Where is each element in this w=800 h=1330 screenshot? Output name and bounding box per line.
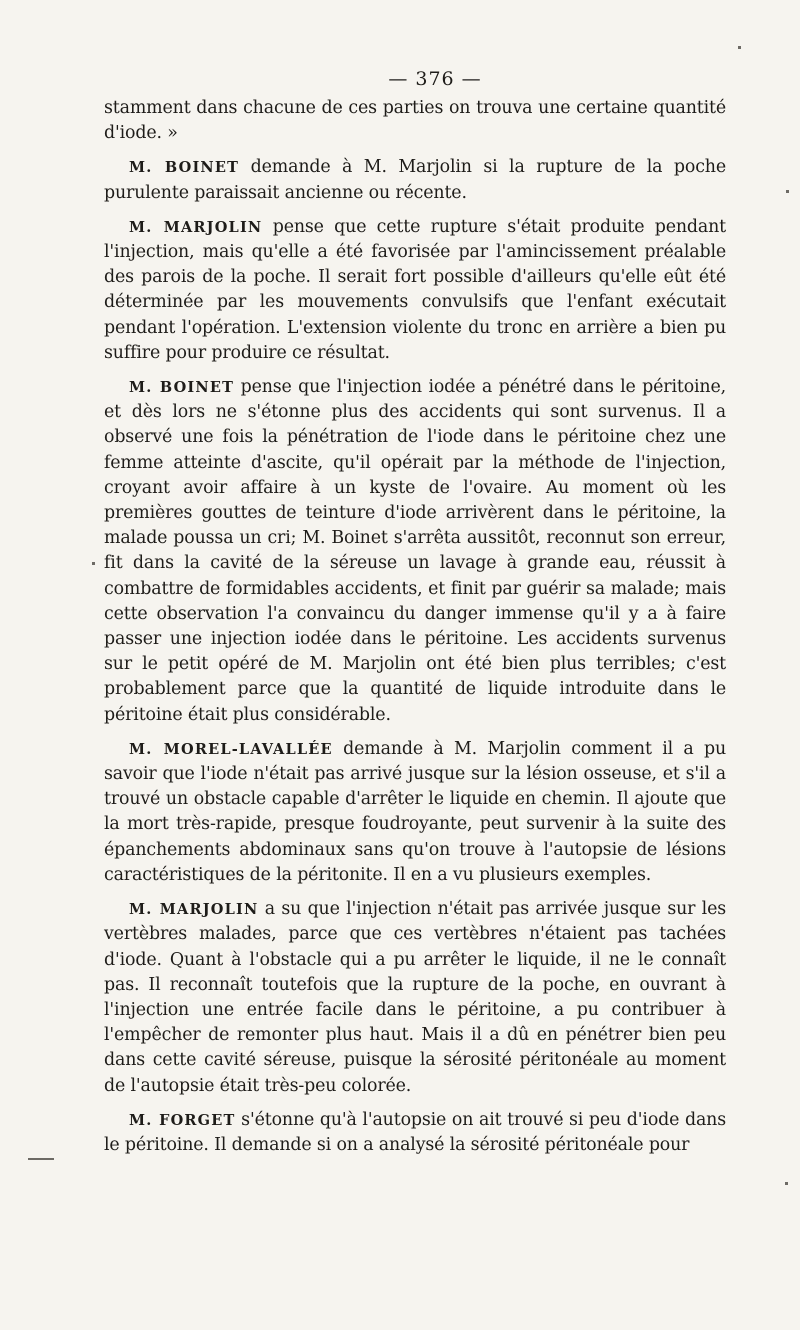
paragraph-morel-lavallee: [104, 737, 726, 888]
scan-mark: [738, 46, 741, 49]
paragraph-continuation: [104, 96, 726, 146]
speaker-name: M. MARJOLIN: [129, 218, 263, 236]
paragraph-text: pense que cette rupture s'était produite pendant l'injection, mais qu'elle a été favorisée par l'amincissement préalable des parois de la poche. Il serait fort possible d'ailleurs qu'elle eût été déterminée par les mouvements convulsifs que l'enfant exécutait pendant l'opération. L'extension violente du tronc en arrière a bien pu suffire pour produire ce résultat.: [104, 216, 726, 363]
paragraph-text: stamment dans chacune de ces parties on trouva une certaine quantité d'iode. »: [104, 98, 726, 144]
paragraph-text: demande à M. Marjolin si la rupture de la poche purulente paraissait ancienne ou récente.: [104, 157, 726, 203]
scan-mark: [786, 190, 789, 193]
paragraph-marjolin-reply: [104, 215, 726, 366]
paragraph-boinet-question: [104, 155, 726, 205]
speaker-name: M. BOINET: [129, 159, 240, 177]
scan-mark: [28, 1158, 54, 1160]
page-body: [104, 62, 726, 1158]
scan-mark: [92, 562, 95, 565]
speaker-name: M. BOINET: [129, 379, 235, 397]
speaker-name: M. MARJOLIN: [129, 901, 259, 919]
speaker-name: M. MOREL-LAVALLÉE: [129, 740, 333, 758]
paragraph-forget: [104, 1108, 726, 1158]
page-number: — 376 —: [388, 68, 482, 90]
scan-mark: [785, 1182, 788, 1185]
paragraph-text: demande à M. Marjolin comment il a pu savoir que l'iode n'était pas arrivé jusque sur la lésion osseuse, et s'il a trouvé un obstacle capable d'arrêter le liquide en chemin. Il ajoute que la mort très-rapide, presque foudroyante, peut survenir à la suite des épanchements abdominaux sans qu'on trouve à l'autopsie de lésions caractéristiques de la péritonite. Il en a vu plusieurs exemples.: [104, 738, 726, 885]
paragraph-text: a su que l'injection n'était pas arrivée jusque sur les vertèbres malades, parce que ces vertèbres n'étaient pas tachées d'iode. Quant à l'obstacle qui a pu arrêter le liquide, il ne le connaît pas. Il reconnaît toutefois que la rupture de la poche, en ouvrant à l'injection une entrée facile dans le péritoine, a pu contribuer à l'empêcher de remonter plus haut. Mais il a dû en pénétrer bien peu dans cette cavité séreuse, puisque la sérosité péritonéale au moment de l'autopsie était très-peu colorée.: [104, 899, 726, 1096]
paragraph-boinet-observation: [104, 375, 726, 728]
speaker-name: M. FORGET: [129, 1111, 236, 1129]
paragraph-text: s'étonne qu'à l'autopsie on ait trouvé si peu d'iode dans le péritoine. Il demande si on a analysé la sérosité péritonéale pour: [104, 1109, 726, 1155]
paragraph-marjolin-answer: [104, 897, 726, 1099]
paragraph-text: pense que l'injection iodée a pénétré dans le péritoine, et dès lors ne s'étonne plus des accidents qui sont survenus. Il a observé une fois la pénétration de l'iode dans le péritoine chez une femme atteinte d'ascite, qu'il opérait par la méthode de l'injection, croyant avoir affaire à un kyste de l'ovaire. Au moment où les premières gouttes de teinture d'iode arrivèrent dans le péritoine, la malade poussa un cri; M. Boinet s'arrêta aussitôt, reconnut son erreur, fit dans la cavité de la séreuse un lavage à grande eau, réussit à combattre de formidables accidents, et finit par guérir sa malade; mais cette observation l'a convaincu du danger immense qu'il y a à faire passer une injection iodée dans le péritoine. Les accidents survenus sur le petit opéré de M. Marjolin ont été bien plus terribles; c'est probablement parce que la quantité de liquide introduite dans le péritoine était plus considérable.: [104, 377, 726, 725]
